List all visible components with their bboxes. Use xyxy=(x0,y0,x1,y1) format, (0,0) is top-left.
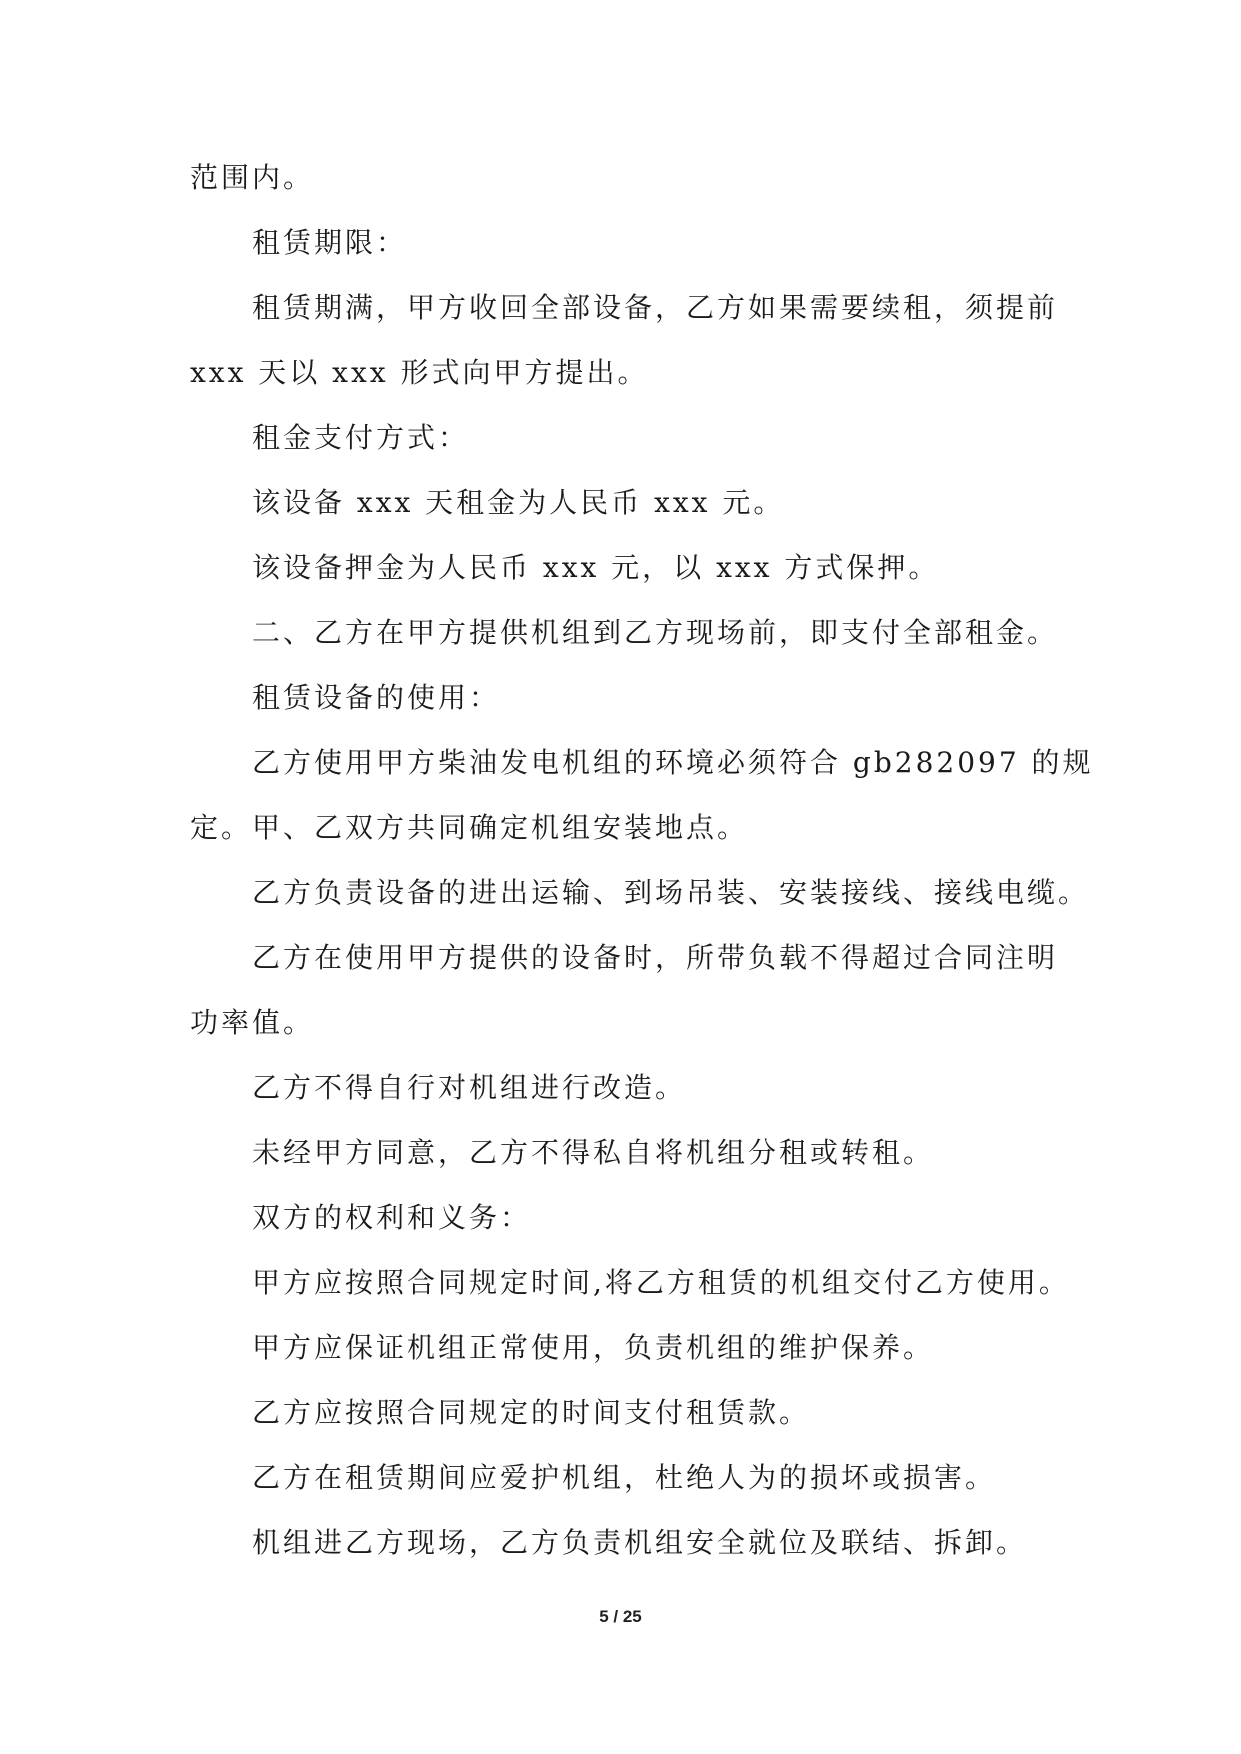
text-line: 机组进乙方现场，乙方负责机组安全就位及联结、拆卸。 xyxy=(252,1526,1028,1559)
text-line: 甲方应按照合同规定时间,将乙方租赁的机组交付乙方使用。 xyxy=(252,1266,1070,1299)
text-line: 乙方不得自行对机组进行改造。 xyxy=(252,1071,687,1104)
text-line: 乙方在使用甲方提供的设备时，所带负载不得超过合同注明 xyxy=(252,941,1059,974)
document-body xyxy=(190,145,1094,1575)
text-line: 乙方使用甲方柴油发电机组的环境必须符合 gb282097 的规 xyxy=(252,746,1094,779)
text-line: xxx 天以 xxx 形式向甲方提出。 xyxy=(190,356,649,389)
page-number: 5 / 25 xyxy=(599,1607,642,1626)
text-line: 甲方应保证机组正常使用，负责机组的维护保养。 xyxy=(252,1331,935,1364)
text-line: 二、乙方在甲方提供机组到乙方现场前，即支付全部租金。 xyxy=(252,616,1059,649)
text-line: 乙方负责设备的进出运输、到场吊装、安装接线、接线电缆。 xyxy=(252,876,1090,909)
text-line: 范围内。 xyxy=(190,161,315,194)
text-line: 乙方应按照合同规定的时间支付租赁款。 xyxy=(252,1396,811,1429)
text-line: 未经甲方同意，乙方不得私自将机组分租或转租。 xyxy=(252,1136,935,1169)
text-line: 租赁期限： xyxy=(252,226,408,259)
text-line: 定。甲、乙双方共同确定机组安装地点。 xyxy=(190,811,749,844)
text-line: 租金支付方式： xyxy=(252,421,470,454)
text-line: 该设备 xxx 天租金为人民币 xxx 元。 xyxy=(252,486,785,519)
text-line: 该设备押金为人民币 xxx 元，以 xxx 方式保押。 xyxy=(252,551,940,584)
text-line: 功率值。 xyxy=(190,1006,315,1039)
text-line: 租赁期满，甲方收回全部设备，乙方如果需要续租，须提前 xyxy=(252,291,1059,324)
text-line: 乙方在租赁期间应爱护机组，杜绝人为的损坏或损害。 xyxy=(252,1461,997,1494)
text-line: 双方的权利和义务： xyxy=(252,1201,532,1234)
text-line: 租赁设备的使用： xyxy=(252,681,501,714)
